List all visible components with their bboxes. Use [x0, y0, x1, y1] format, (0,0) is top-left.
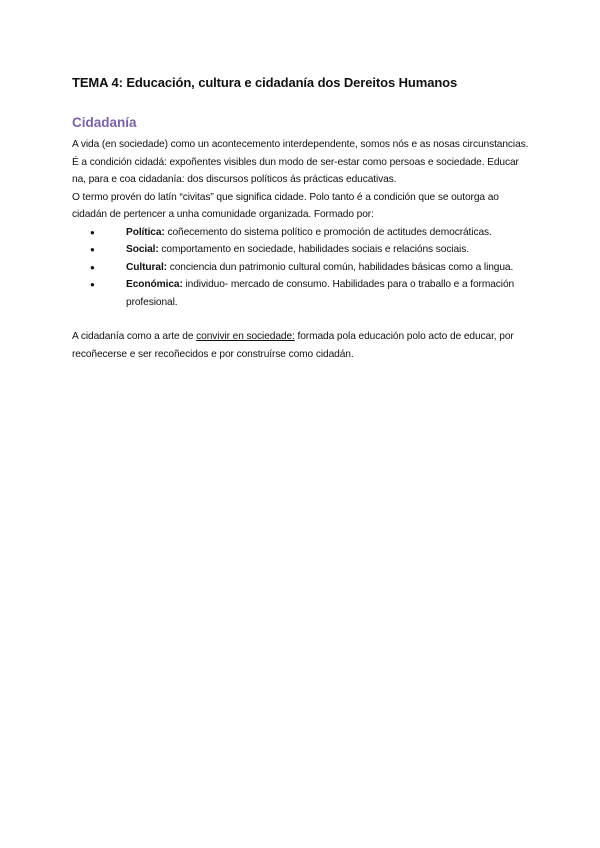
bullet-icon: ● — [90, 227, 95, 237]
section-heading-cidadania: Cidadanía — [72, 115, 137, 130]
conclusion-text-start: A cidadanía como a arte de — [72, 331, 197, 342]
paragraph-intro: A vida (en sociedade) como un acontecemento interdependente, somos nós e as nosas circunstancias. É a condición cidadá: expoñentes visibles dun modo de ser-estar como persoas e sociedade. Educar na, para e coa cidadanía: dos discursos políticos ás prácticas educativas. — [72, 139, 529, 185]
list-item — [90, 241, 532, 259]
document-title: TEMA 4: Educación, cultura e cidadanía dos Dereitos Humanos — [72, 75, 458, 90]
list-item-term: Económica: — [126, 279, 183, 290]
bullet-icon: ● — [90, 245, 95, 254]
conclusion-underlined-text: convivir en sociedade: — [196, 331, 295, 342]
list-item-text: individuo- mercado de consumo. Habilidades para o traballo e a formación profesional. — [126, 279, 515, 308]
list-item-term: Política: — [126, 226, 165, 238]
conclusion-text-end: formada pola educación polo acto de educar, por recoñecerse e ser recoñecidos e por construírse como cidadán. — [72, 331, 514, 360]
dimensions-list — [72, 224, 532, 312]
list-item-term: Cultural: — [126, 261, 167, 273]
paragraph-conclusion — [72, 328, 532, 363]
list-item-text: conciencia dun patrimonio cultural común, habilidades básicas como a lingua. — [166, 261, 514, 273]
paragraph-spacer — [72, 311, 532, 328]
list-item — [90, 224, 532, 242]
list-item — [90, 259, 532, 277]
bullet-icon: ● — [90, 280, 95, 289]
list-item-term: Social: — [126, 244, 159, 255]
document-page — [72, 74, 532, 363]
bullet-icon: ● — [90, 262, 95, 272]
paragraph-etymology: O termo provén do latín “civitas” que significa cidade. Polo tanto é a condición que se outorga ao cidadán de pertencer a unha comunidade organizada. Formado por: — [72, 191, 499, 220]
list-item-text: coñecemento do sistema político e promoción de actitudes democráticas. — [164, 226, 492, 238]
list-item — [90, 276, 532, 311]
list-item-text: comportamento en sociedade, habilidades sociais e relacións sociais. — [158, 244, 469, 255]
